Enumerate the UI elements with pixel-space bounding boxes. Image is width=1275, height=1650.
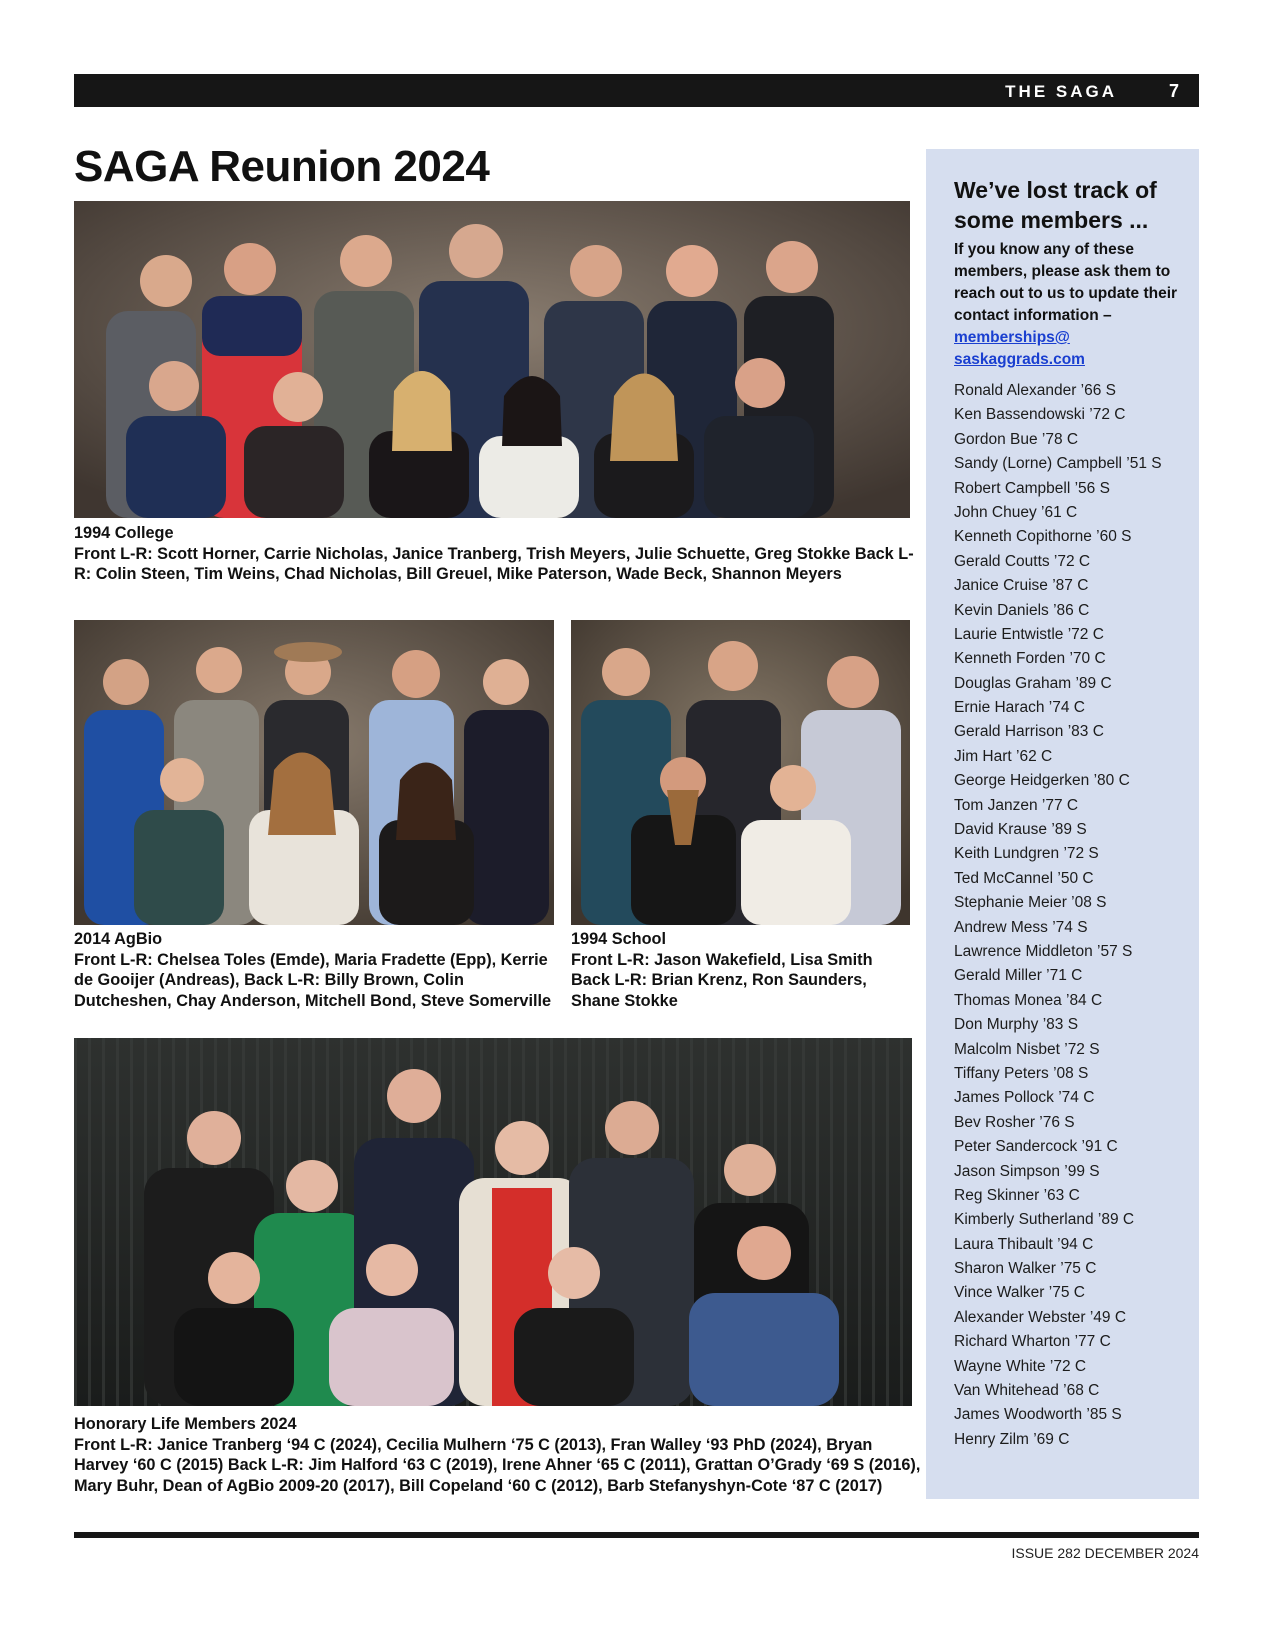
lost-member-item: Alexander Webster ’49 C	[954, 1308, 1127, 1326]
lost-member-item: Ernie Harach ’74 C	[954, 699, 1085, 717]
caption-title: 1994 College	[74, 524, 174, 542]
lost-members-sidebar	[926, 149, 1199, 1499]
lost-member-item: Richard Wharton ’77 C	[954, 1333, 1111, 1351]
caption-text: Front L-R: Chelsea Toles (Emde), Maria Fradette (Epp), Kerrie de Gooijer (Andreas), Back L-R: Billy Brown, Colin Dutcheshen, Chay Anderson, Mitchell Bond, Steve Somerville	[74, 950, 552, 1010]
lost-member-item: Robert Campbell ’56 S	[954, 479, 1110, 497]
lost-member-item: Kimberly Sutherland ’89 C	[954, 1211, 1135, 1229]
caption-text: Front L-R: Jason Wakefield, Lisa Smith Back L-R: Brian Krenz, Ron Saunders, Shane Stokke	[571, 950, 873, 1010]
caption-title: Honorary Life Members 2024	[74, 1415, 297, 1433]
lost-member-item: Andrew Mess ’74 S	[954, 918, 1088, 936]
lost-member-item: James Pollock ’74 C	[954, 1089, 1095, 1107]
caption-title: 1994 School	[571, 930, 667, 948]
lost-member-item: Kenneth Copithorne ’60 S	[954, 528, 1132, 546]
caption-text: Front L-R: Scott Horner, Carrie Nicholas, Janice Tranberg, Trish Meyers, Julie Schuette, Greg Stokke Back L-R: Colin Steen, Tim Weins, Chad Nicholas, Bill Greuel, Mike Paterson, Wade Beck, Shannon Meyers	[74, 544, 914, 583]
caption-1994-college	[74, 523, 914, 585]
lost-member-item: Jim Hart ’62 C	[954, 747, 1053, 765]
lost-member-item: Stephanie Meier ’08 S	[954, 894, 1107, 912]
lost-member-item: Ted McCannel ’50 C	[954, 869, 1094, 887]
publication-name: THE SAGA	[1005, 82, 1117, 101]
lost-member-item: Laurie Entwistle ’72 C	[954, 625, 1104, 643]
header-bar	[74, 74, 1199, 107]
lost-member-list	[954, 379, 1162, 1452]
membership-email-link[interactable]: memberships@ saskaggrads.com	[954, 329, 1085, 368]
caption-honorary-life-members	[74, 1414, 924, 1496]
lost-member-item: Henry Zilm ’69 C	[954, 1430, 1070, 1448]
lost-member-item: Tiffany Peters ’08 S	[954, 1064, 1089, 1082]
lost-member-item: John Chuey ’61 C	[954, 503, 1078, 521]
lost-member-item: Gerald Miller ’71 C	[954, 967, 1083, 985]
photo-1994-college	[74, 201, 910, 518]
page-number: 7	[1168, 81, 1179, 101]
lost-member-item: Lawrence Middleton ’57 S	[954, 942, 1133, 960]
lost-member-item: Gerald Coutts ’72 C	[954, 552, 1091, 570]
page-title: SAGA Reunion 2024	[74, 142, 490, 191]
lost-member-item: Kevin Daniels ’86 C	[954, 601, 1090, 619]
lost-member-item: Bev Rosher ’76 S	[954, 1113, 1075, 1131]
lost-member-item: Sandy (Lorne) Campbell ’51 S	[954, 455, 1162, 473]
lost-member-item: Gerald Harrison ’83 C	[954, 723, 1104, 741]
lost-member-item: Laura Thibault ’94 C	[954, 1235, 1094, 1253]
lost-member-item: Don Murphy ’83 S	[954, 1016, 1079, 1034]
lost-member-item: Sharon Walker ’75 C	[954, 1260, 1097, 1278]
lost-member-item: Wayne White ’72 C	[954, 1357, 1087, 1375]
photo-honorary-life-members	[74, 1038, 912, 1406]
footer-rule	[74, 1532, 1199, 1538]
sidebar-description	[954, 239, 1179, 371]
lost-member-item: Ken Bassendowski ’72 C	[954, 406, 1126, 424]
photo-1994-school	[571, 620, 910, 925]
lost-member-item: Ronald Alexander ’66 S	[954, 382, 1117, 399]
lost-member-item: Van Whitehead ’68 C	[954, 1382, 1100, 1400]
caption-text: Front L-R: Janice Tranberg ‘94 C (2024), Cecilia Mulhern ‘75 C (2013), Fran Walley ‘93 PhD (2024), Bryan Harvey ‘60 C (2015) Back L-R: Jim Halford ‘63 C (2019), Irene Ahner ‘65 C (2011), Grattan O’Grady ‘69 S (2016), Mary Buhr, Dean of AgBio 2009-20 (2017), Bill Copeland ‘60 C (2012), Barb Stefanyshyn-Cote ‘87 C (2017)	[74, 1435, 921, 1495]
lost-member-item: Douglas Graham ’89 C	[954, 674, 1112, 692]
lost-member-item: Tom Janzen ’77 C	[954, 796, 1079, 814]
lost-member-item: Janice Cruise ’87 C	[954, 577, 1089, 595]
sidebar-description-text: If you know any of these members, please ask them to reach out to us to update their contact information –	[954, 241, 1178, 324]
caption-2014-agbio	[74, 929, 554, 1011]
sidebar-heading: We’ve lost track of some members ...	[954, 177, 1157, 233]
lost-member-item: Malcolm Nisbet ’72 S	[954, 1040, 1100, 1058]
lost-member-item: Jason Simpson ’99 S	[954, 1162, 1100, 1180]
lost-member-item: George Heidgerken ’80 C	[954, 772, 1130, 790]
photo-2014-agbio	[74, 620, 554, 925]
lost-member-item: Vince Walker ’75 C	[954, 1284, 1085, 1302]
lost-member-item: James Woodworth ’85 S	[954, 1406, 1122, 1424]
lost-member-item: Keith Lundgren ’72 S	[954, 845, 1099, 863]
lost-member-item: David Krause ’89 S	[954, 821, 1087, 839]
lost-member-item: Reg Skinner ’63 C	[954, 1186, 1080, 1204]
caption-title: 2014 AgBio	[74, 930, 163, 948]
lost-member-item: Thomas Monea ’84 C	[954, 991, 1103, 1009]
lost-member-item: Kenneth Forden ’70 C	[954, 650, 1106, 668]
caption-1994-school	[571, 929, 913, 1011]
lost-member-item: Peter Sandercock ’91 C	[954, 1138, 1118, 1156]
issue-info: ISSUE 282 DECEMBER 2024	[1011, 1545, 1199, 1561]
lost-member-item: Gordon Bue ’78 C	[954, 430, 1079, 448]
